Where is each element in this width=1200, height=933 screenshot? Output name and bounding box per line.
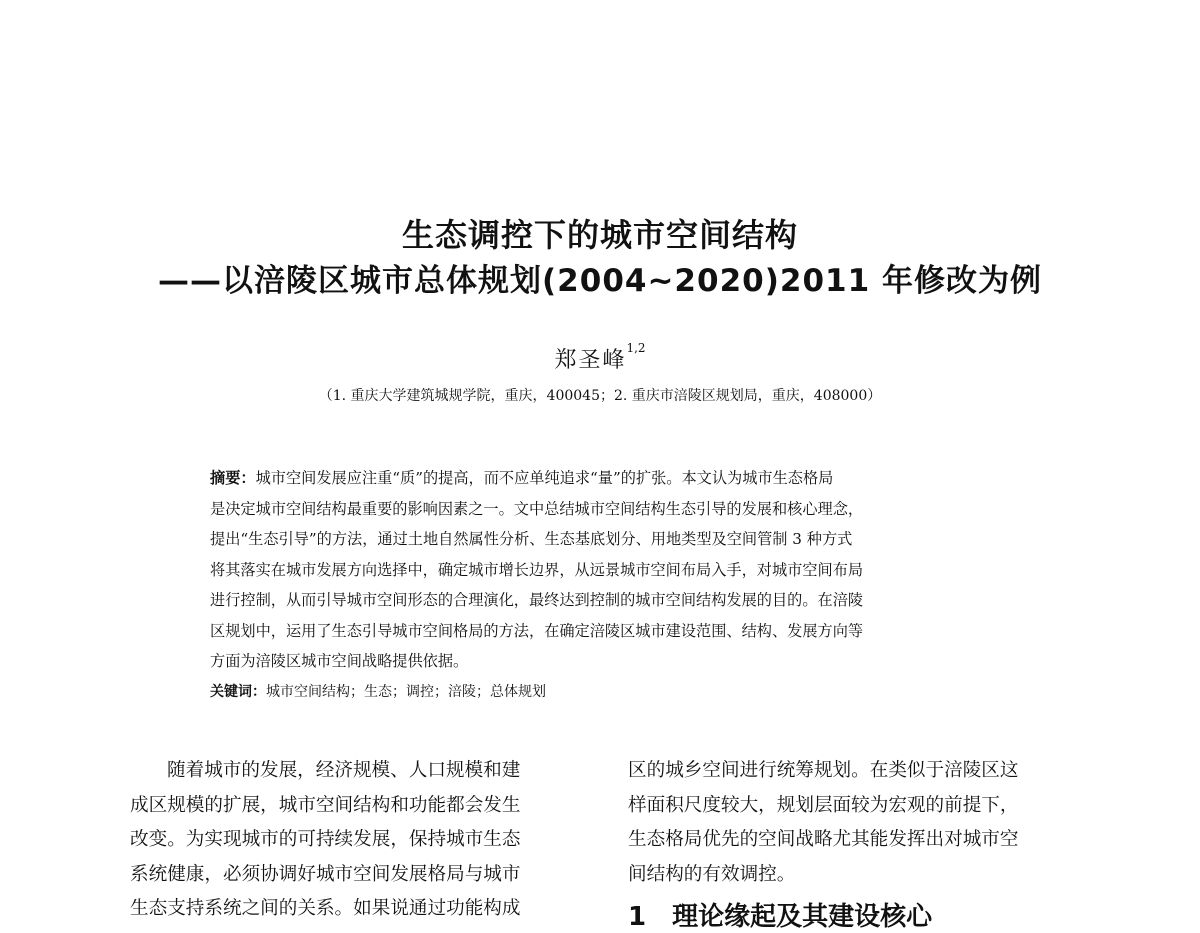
body-line: 生态支持系统之间的关系。如果说通过功能构成 bbox=[130, 898, 521, 919]
keywords-label: 关键词： bbox=[210, 683, 266, 700]
body-line: 改变。为实现城市的可持续发展，保持城市生态 bbox=[130, 829, 521, 850]
body-line: 系统健康，必须协调好城市空间发展格局与城市 bbox=[130, 863, 521, 885]
abstract-block bbox=[210, 463, 1000, 707]
abstract-line: 摘要：城市空间发展应注重“质”的提高，而不应单纯追求“量”的扩张。本文认为城市生态格局 bbox=[210, 469, 834, 487]
keywords-line bbox=[210, 677, 1000, 708]
body-column-right bbox=[628, 754, 1088, 892]
paper-subtitle: ——以涪陵区城市总体规划(2004~2020)2011 年修改为例 bbox=[158, 263, 1042, 299]
body-line: 间结构的有效调控。 bbox=[628, 863, 796, 885]
paper-title: 生态调控下的城市空间结构 bbox=[401, 216, 798, 254]
abstract-line: 方面为涪陵区城市空间战略提供依据。 bbox=[210, 652, 469, 670]
body-line: 样面积尺度较大，规划层面较为宏观的前提下， bbox=[628, 794, 1019, 816]
section-heading bbox=[628, 896, 932, 933]
abstract-line: 区规划中，运用了生态引导城市空间格局的方法，在确定涪陵区城市建设范围、结构、发展方向等 bbox=[210, 621, 864, 640]
keywords-text: 城市空间结构；生态；调控；涪陵；总体规划 bbox=[266, 683, 546, 700]
author-affiliation-marker: 1,2 bbox=[626, 341, 646, 355]
body-line: 生态格局优先的空间战略尤其能发挥出对城市空 bbox=[628, 829, 1019, 850]
author-line bbox=[0, 343, 1200, 374]
abstract-line: 将其落实在城市发展方向选择中，确定城市增长边界，从远景城市空间布局入手，对城市空间布局 bbox=[210, 560, 864, 579]
author-affiliation: （1. 重庆大学建筑城规学院，重庆，400045；2. 重庆市涪陵区规划局，重庆，408000） bbox=[318, 388, 882, 404]
abstract-label: 摘要： bbox=[210, 469, 256, 487]
section-number: 1 bbox=[628, 902, 647, 932]
body-line: 成区规模的扩展，城市空间结构和功能都会发生 bbox=[130, 794, 521, 816]
body-column-left bbox=[130, 754, 580, 927]
abstract-line: 进行控制，从而引导城市空间形态的合理演化，最终达到控制的城市空间结构发展的目的。在涪陵 bbox=[210, 591, 864, 609]
section-title: 理论缘起及其建设核心 bbox=[672, 902, 933, 932]
author-name: 郑圣峰 bbox=[554, 348, 627, 373]
body-line: 随着城市的发展，经济规模、人口规模和建 bbox=[167, 760, 521, 781]
abstract-line: 是决定城市空间结构最重要的影响因素之一。文中总结城市空间结构生态引导的发展和核心理念， bbox=[210, 499, 864, 518]
abstract-line: 提出“生态引导”的方法，通过土地自然属性分析、生态基底划分、用地类型及空间管制 3 种方式 bbox=[210, 530, 853, 548]
body-line: 区的城乡空间进行统筹规划。在类似于涪陵区这 bbox=[628, 760, 1019, 781]
